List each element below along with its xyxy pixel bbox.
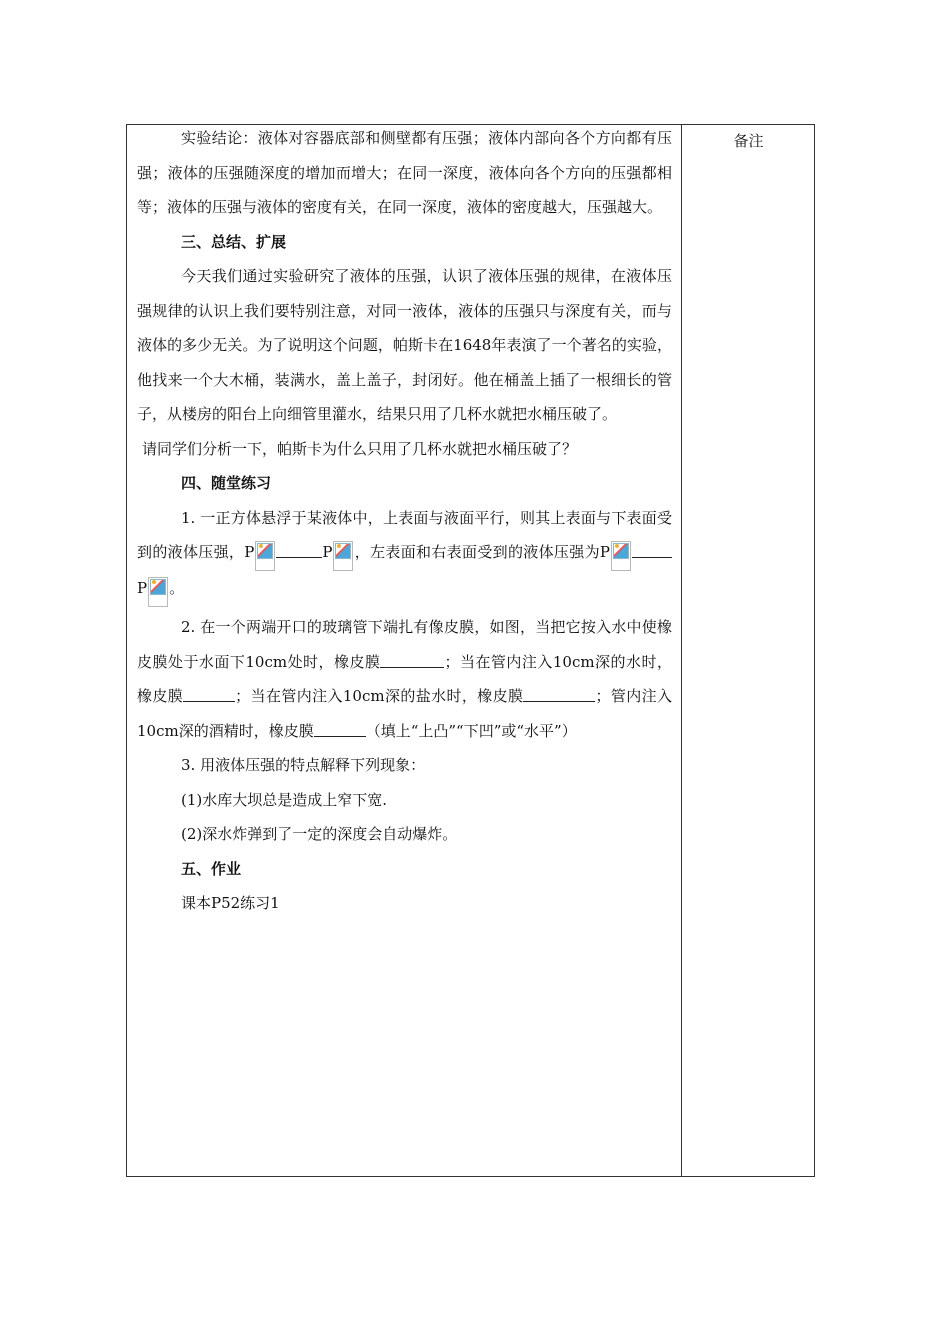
exercise-1-end: 。: [169, 579, 185, 597]
exercise-2-text-b: ；当在管内注入10cm深的水时，橡皮膜: [137, 652, 672, 705]
pressure-symbol: P: [244, 543, 255, 561]
exercise-2-text-a: 2. 在一个两端开口的玻璃管下端扎有像皮膜，如图，当把它按入水中使橡皮膜处于水面下10cm处时，橡皮膜: [137, 618, 672, 671]
exercise-2-text-d: ；管内注入10cm深的酒精时，橡皮膜: [137, 687, 672, 740]
exercise-2: [137, 610, 672, 748]
experiment-conclusion: 实验结论：液体对容器底部和侧壁都有压强；液体内部向各个方向都有压强；液体的压强随深度的增加而增大；在同一深度，液体向各个方向的压强都相等；液体的压强与液体的密度有关，在同一深度，液体的密度越大，压强越大。: [137, 129, 672, 216]
exercise-1-text-a: 1. 一正方体悬浮于某液体中，上表面与液面平行，则其上表面与下表面受到的液体压强，: [137, 508, 672, 561]
exercise-2-text-e: （填上“上凸”“下凹”或“水平”）: [365, 721, 577, 740]
section-heading-practice: 四、随堂练习: [181, 474, 272, 492]
homework-assignment: 课本P52练习1: [181, 894, 280, 912]
answer-blank[interactable]: [314, 722, 366, 737]
answer-blank[interactable]: [523, 687, 595, 702]
exercise-3-item-2: (2)深水炸弹到了一定的深度会自动爆炸。: [181, 825, 458, 843]
pressure-symbol: P: [599, 543, 610, 561]
section-heading-summary: 三、总结、扩展: [181, 232, 287, 251]
answer-blank[interactable]: [183, 687, 235, 702]
exercise-3-item-1: (1)水库大坝总是造成上窄下宽.: [181, 790, 388, 809]
column-divider: [681, 125, 682, 1176]
subscript-image-icon: [611, 541, 631, 571]
summary-paragraph: 今天我们通过实验研究了液体的压强，认识了液体压强的规律，在液体压强规律的认识上我们要特别注意，对同一液体，液体的压强只与深度有关，而与液体的多少无关。为了说明这个问题，帕斯卡在1648年表演了一个著名的实验，他找来一个大木桶，装满水，盖上盖子，封闭好。他在桶盖上插了一根细长的管子，从楼房的阳台上向细管里灌水，结果只用了几杯水就把水桶压破了。: [137, 267, 672, 423]
pressure-symbol: P: [322, 543, 333, 561]
pressure-symbol: P: [137, 579, 148, 597]
answer-blank[interactable]: [380, 653, 444, 668]
lesson-content: [137, 125, 672, 921]
answer-blank[interactable]: [632, 543, 672, 558]
lesson-table: [126, 124, 815, 1177]
exercise-2-text-c: ；当在管内注入10cm深的盐水时，橡皮膜: [235, 687, 524, 705]
exercise-1-text-b: ，左表面和右表面受到的液体压强为: [354, 543, 600, 561]
pascal-question: 请同学们分析一下，帕斯卡为什么只用了几杯水就把水桶压破了？: [142, 439, 578, 458]
answer-blank[interactable]: [276, 543, 322, 558]
exercise-3-intro: 3. 用液体压强的特点解释下列现象：: [181, 756, 426, 774]
subscript-image-icon: [255, 541, 275, 571]
exercise-1: [137, 501, 672, 608]
subscript-image-icon: [148, 577, 168, 607]
section-heading-homework: 五、作业: [181, 859, 242, 878]
remark-column-header: 备注: [733, 132, 764, 150]
subscript-image-icon: [333, 541, 353, 571]
